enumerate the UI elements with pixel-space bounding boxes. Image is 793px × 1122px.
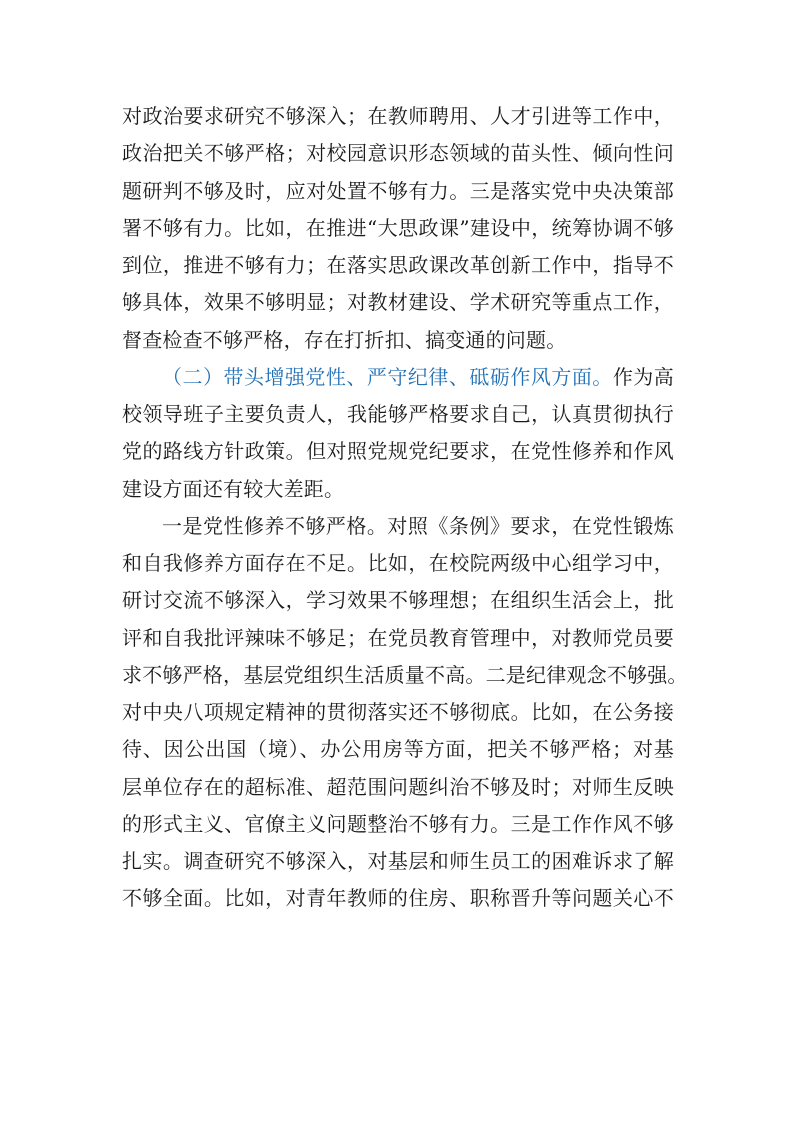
text-line: [122, 508, 674, 545]
text-segment: 作为高: [612, 364, 674, 389]
paragraph-2: [122, 359, 674, 508]
paragraph-3: [122, 508, 688, 918]
text-segment: 纪律观念不够强。: [526, 662, 688, 687]
text-line: 层单位存在的超标准、超范围问题纠治不够及时；对师生反映: [122, 774, 674, 799]
text-line: 建设方面还有较大差距。: [122, 476, 345, 501]
list-marker: 二是: [485, 662, 527, 687]
text-line: [122, 657, 688, 694]
list-marker: 三是: [469, 178, 511, 203]
list-marker: 三是: [510, 811, 552, 836]
text-line: 和自我修养方面存在不足。比如，在校院两级中心组学习中，: [122, 551, 674, 575]
text-segment: 落实党中央决策部: [510, 178, 674, 203]
text-segment: 求不够严格，基层党组织生活质量不高。: [122, 662, 486, 687]
text-line: 不够全面。比如，对青年教师的住房、职称晋升等问题关心不: [122, 886, 674, 911]
text-line: 待、因公出国（境）、办公用房等方面，把关不够严格；对基: [122, 737, 674, 762]
text-line: [122, 173, 674, 210]
text-segment: 的形式主义、官僚主义问题整治不够有力。: [122, 811, 511, 836]
text-line: 督查检查不够严格，存在打折扣、搞变通的问题。: [122, 327, 567, 352]
document-body: [122, 98, 688, 918]
section-heading: （二）带头增强党性、严守纪律、砥砺作风方面。: [162, 364, 613, 389]
text-line: [122, 359, 674, 396]
text-line: 研讨交流不够深入，学习效果不够理想；在组织生活会上，批: [122, 588, 674, 613]
text-line: 到位，推进不够有力；在落实思政课改革创新工作中，指导不: [122, 253, 674, 277]
text-line: 够具体，效果不够明显；对教材建设、学术研究等重点工作，: [122, 290, 674, 315]
text-line: 对中央八项规定精神的贯彻落实还不够彻底。比如，在公务接: [122, 700, 674, 724]
text-line: 扎实。调查研究不够深入，对基层和师生员工的困难诉求了解: [122, 849, 674, 873]
text-line: 评和自我批评辣味不够足；在党员教育管理中，对教师党员要: [122, 625, 674, 650]
list-marker: 一是: [162, 513, 203, 538]
text-line: 党的路线方针政策。但对照党规党纪要求，在党性修养和作风: [122, 439, 674, 464]
text-segment: 工作作风不够: [551, 811, 674, 836]
text-line: 对政治要求研究不够深入；在教师聘用、人才引进等工作中，: [122, 104, 674, 128]
text-line: 署不够有力。比如，在推进“大思政课”建设中，统筹协调不够: [122, 215, 674, 240]
text-line: [122, 806, 674, 843]
text-line: 政治把关不够严格；对校园意识形态领域的苗头性、倾向性问: [122, 141, 674, 166]
paragraph-1: [122, 98, 674, 359]
text-segment: 党性修养不够严格。对照《条例》要求，在党性锻炼: [202, 513, 674, 538]
text-line: 校领导班子主要负责人，我能够严格要求自己，认真贯彻执行: [122, 402, 674, 426]
text-segment: 题研判不够及时，应对处置不够有力。: [122, 178, 470, 203]
